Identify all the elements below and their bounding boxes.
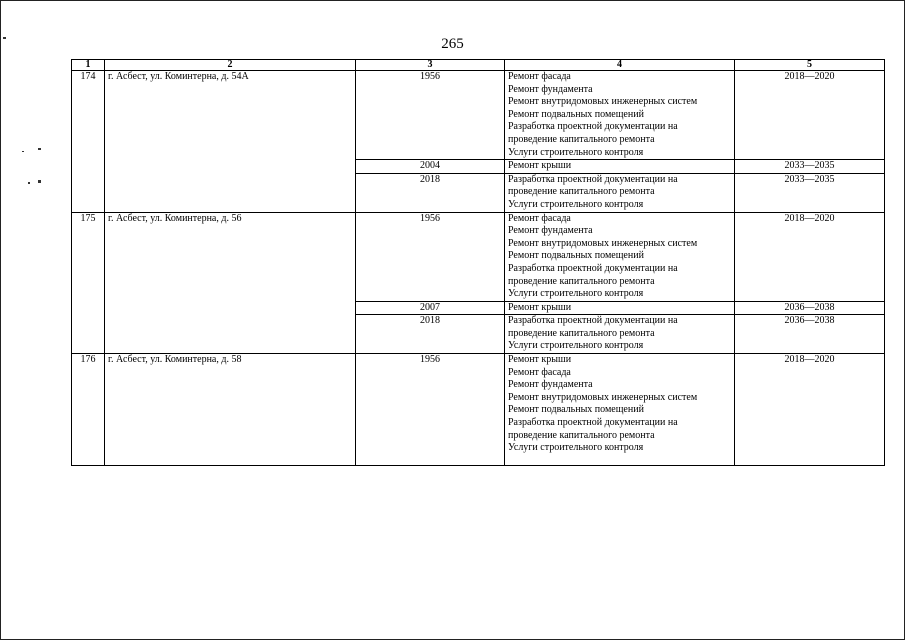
work-item: проведение капитального ремонта	[508, 327, 655, 339]
table-row	[72, 71, 885, 160]
work-item: проведение капитального ремонта	[508, 186, 655, 198]
row-number: 176	[72, 354, 105, 466]
work-item: проведение капитального ремонта	[508, 275, 655, 287]
work-item: проведение капитального ремонта	[508, 133, 655, 145]
year-cell: 2018	[356, 173, 505, 212]
column-header: 3	[356, 60, 505, 71]
works-cell	[505, 71, 735, 160]
work-item: Разработка проектной документации на	[508, 315, 678, 327]
period-cell: 2033—2035	[735, 160, 885, 174]
period-cell: 2033—2035	[735, 173, 885, 212]
column-header: 5	[735, 60, 885, 71]
row-number: 175	[72, 212, 105, 354]
work-item: Ремонт внутридомовых инженерных систем	[508, 96, 698, 108]
works-cell	[505, 301, 735, 315]
period-cell: 2036—2038	[735, 315, 885, 354]
year-cell: 1956	[356, 354, 505, 466]
year-cell: 1956	[356, 212, 505, 301]
scan-speck	[38, 180, 41, 183]
period-cell: 2018—2020	[735, 354, 885, 466]
work-item: Ремонт подвальных помещений	[508, 250, 644, 262]
work-item: Ремонт фасада	[508, 366, 571, 378]
work-item: Ремонт фундамента	[508, 225, 593, 237]
work-item: Разработка проектной документации на	[508, 173, 678, 185]
year-cell: 2004	[356, 160, 505, 174]
address-cell: г. Асбест, ул. Коминтерна, д. 58	[105, 354, 356, 466]
work-item: Услуги строительного контроля	[508, 288, 644, 300]
work-item: Ремонт фасада	[508, 71, 571, 82]
work-item: Ремонт крыши	[508, 160, 572, 172]
work-item: Ремонт внутридомовых инженерных систем	[508, 237, 698, 249]
address-cell: г. Асбест, ул. Коминтерна, д. 56	[105, 212, 356, 354]
work-item: Услуги строительного контроля	[508, 340, 644, 352]
work-item: проведение капитального ремонта	[508, 429, 655, 441]
works-cell	[505, 315, 735, 354]
period-cell: 2018—2020	[735, 71, 885, 160]
row-number: 174	[72, 71, 105, 213]
header-row	[72, 60, 885, 71]
address-cell: г. Асбест, ул. Коминтерна, д. 54А	[105, 71, 356, 213]
work-item: Услуги строительного контроля	[508, 198, 644, 210]
table-row	[72, 354, 885, 466]
work-item: Ремонт фасада	[508, 212, 571, 224]
work-item: Услуги строительного контроля	[508, 146, 644, 158]
scan-speck	[38, 148, 41, 150]
period-cell: 2036—2038	[735, 301, 885, 315]
page-number: 265	[441, 36, 464, 52]
table-row	[72, 212, 885, 301]
year-cell: 2018	[356, 315, 505, 354]
work-item: Ремонт крыши	[508, 354, 572, 366]
work-item: Ремонт фундамента	[508, 379, 593, 391]
work-item: Услуги строительного контроля	[508, 442, 644, 454]
scan-speck	[22, 151, 24, 152]
work-item: Разработка проектной документации на	[508, 417, 678, 429]
scan-speck	[28, 182, 30, 184]
work-item: Ремонт фундамента	[508, 83, 593, 95]
works-cell	[505, 173, 735, 212]
works-cell	[505, 160, 735, 174]
work-item: Разработка проектной документации на	[508, 262, 678, 274]
works-cell	[505, 354, 735, 466]
work-item: Ремонт подвальных помещений	[508, 404, 644, 416]
works-cell	[505, 212, 735, 301]
year-cell: 2007	[356, 301, 505, 315]
register-table	[71, 59, 885, 466]
column-header: 2	[105, 60, 356, 71]
period-cell: 2018—2020	[735, 212, 885, 301]
work-item: Ремонт крыши	[508, 301, 572, 313]
work-item: Разработка проектной документации на	[508, 121, 678, 133]
year-cell: 1956	[356, 71, 505, 160]
work-item: Ремонт подвальных помещений	[508, 108, 644, 120]
column-header: 1	[72, 60, 105, 71]
work-item: Ремонт внутридомовых инженерных систем	[508, 391, 698, 403]
column-header: 4	[505, 60, 735, 71]
